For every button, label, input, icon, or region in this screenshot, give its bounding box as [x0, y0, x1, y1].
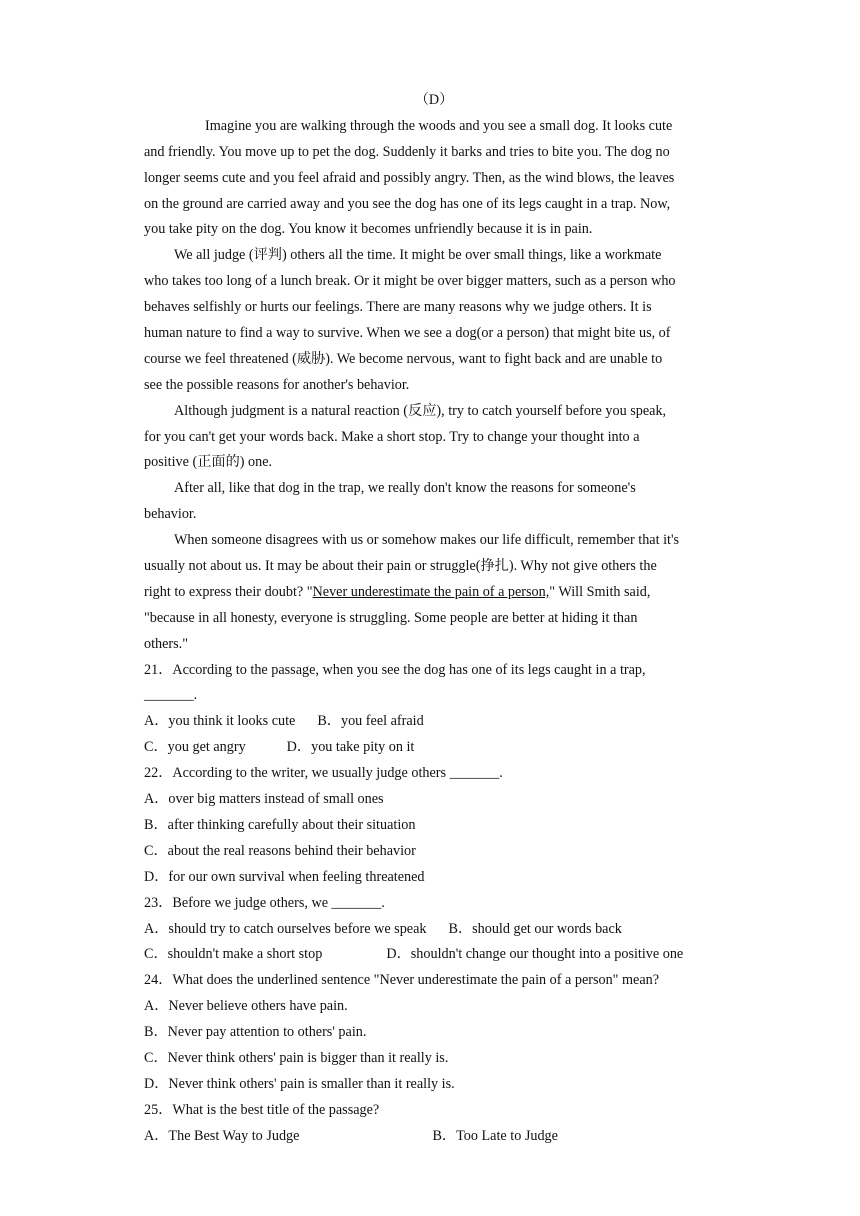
passage-line: course we feel threatened (威胁). We become nervous, want to fight back and are unable to	[144, 350, 663, 367]
quote-prefix: right to express their doubt? "	[144, 583, 313, 600]
option-c[interactable]: C．you get angry	[144, 739, 246, 756]
option-a[interactable]: A．over big matters instead of small ones	[144, 791, 384, 808]
option-c[interactable]: C．about the real reasons behind their behavior	[144, 842, 416, 859]
passage-line: on the ground are carried away and you see the dog has one of its legs caught in a trap. Now,	[144, 195, 671, 212]
option-a[interactable]: A．should try to catch ourselves before we speak	[144, 920, 427, 937]
passage-line: human nature to find a way to survive. When we see a dog(or a person) that might bite us, of	[144, 325, 671, 342]
option-c[interactable]: C．Never think others' pain is bigger than it really is.	[144, 1049, 449, 1066]
passage-line: others."	[144, 635, 189, 652]
option-b[interactable]: B．after thinking carefully about their situation	[144, 816, 416, 833]
passage-line: behavior.	[144, 506, 197, 523]
passage-line: When someone disagrees with us or somehow makes our life difficult, remember that it's	[174, 532, 680, 549]
option-row	[144, 917, 724, 943]
option-d[interactable]: D．shouldn't change our thought into a positive one	[386, 946, 684, 963]
question-24	[144, 968, 724, 1097]
option-row	[144, 1124, 724, 1150]
paragraph-4	[144, 476, 724, 528]
question-stem: 25．What is the best title of the passage?	[144, 1101, 380, 1118]
option-row	[144, 942, 724, 968]
paragraph-3	[144, 399, 724, 477]
passage-line: and friendly. You move up to pet the dog. Suddenly it barks and tries to bite you. The dog no	[144, 143, 670, 160]
question-stem: 21．According to the passage, when you see the dog has one of its legs caught in a trap,	[144, 661, 646, 678]
option-row	[144, 709, 724, 735]
document-page	[144, 88, 724, 1150]
question-stem: 22．According to the writer, we usually judge others _______.	[144, 765, 503, 782]
question-stem: 23．Before we judge others, we _______.	[144, 894, 385, 911]
option-a[interactable]: A．Never believe others have pain.	[144, 998, 348, 1015]
passage-line: After all, like that dog in the trap, we really don't know the reasons for someone's	[174, 480, 636, 497]
option-b[interactable]: B．should get our words back	[448, 920, 622, 937]
question-blank: _______.	[144, 687, 198, 704]
option-a[interactable]: A．The Best Way to Judge	[144, 1127, 300, 1144]
option-b[interactable]: B．Never pay attention to others' pain.	[144, 1024, 367, 1041]
option-b[interactable]: B．Too Late to Judge	[432, 1127, 558, 1144]
option-d[interactable]: D．you take pity on it	[286, 739, 415, 756]
section-label: （D）	[414, 92, 454, 108]
passage-line: behaves selfishly or hurts our feelings. There are many reasons why we judge others. It is	[144, 299, 652, 316]
passage-line: usually not about us. It may be about their pain or struggle(挣扎). Why not give others the	[144, 558, 657, 575]
question-23	[144, 891, 724, 969]
passage-line: you take pity on the dog. You know it becomes unfriendly because it is in pain.	[144, 221, 593, 238]
passage-line: Imagine you are walking through the woods and you see a small dog. It looks cute	[205, 117, 673, 134]
option-c[interactable]: C．shouldn't make a short stop	[144, 946, 323, 963]
option-d[interactable]: D．Never think others' pain is smaller than it really is.	[144, 1075, 455, 1092]
passage-line: longer seems cute and you feel afraid and possibly angry. Then, as the wind blows, the leaves	[144, 169, 675, 186]
passage-line: Although judgment is a natural reaction (反应), try to catch yourself before you speak,	[174, 402, 667, 419]
paragraph-2	[144, 243, 724, 398]
quote-suffix: " Will Smith said,	[549, 583, 651, 600]
passage-line: who takes too long of a lunch break. Or it might be over bigger matters, such as a person who	[144, 273, 676, 290]
question-22	[144, 761, 724, 890]
passage	[144, 114, 724, 658]
paragraph-5	[144, 528, 724, 657]
questions	[144, 658, 724, 1150]
passage-line: for you can't get your words back. Make a short stop. Try to change your thought into a	[144, 428, 640, 445]
question-25	[144, 1098, 724, 1150]
paragraph-1	[144, 114, 724, 243]
passage-line: see the possible reasons for another's behavior.	[144, 376, 410, 393]
option-d[interactable]: D．for our own survival when feeling threatened	[144, 868, 425, 885]
option-a[interactable]: A．you think it looks cute	[144, 713, 296, 730]
question-stem: 24．What does the underlined sentence "Never underestimate the pain of a person" mean?	[144, 972, 660, 989]
option-b[interactable]: B．you feel afraid	[317, 713, 424, 730]
question-21	[144, 658, 724, 762]
passage-line: "because in all honesty, everyone is struggling. Some people are better at hiding it than	[144, 609, 638, 626]
passage-line	[144, 580, 724, 606]
option-row	[144, 735, 724, 761]
passage-line: positive (正面的) one.	[144, 454, 273, 471]
passage-line: We all judge (评判) others all the time. It might be over small things, like a workmate	[174, 247, 662, 264]
underlined-sentence: Never underestimate the pain of a person,	[312, 583, 550, 600]
